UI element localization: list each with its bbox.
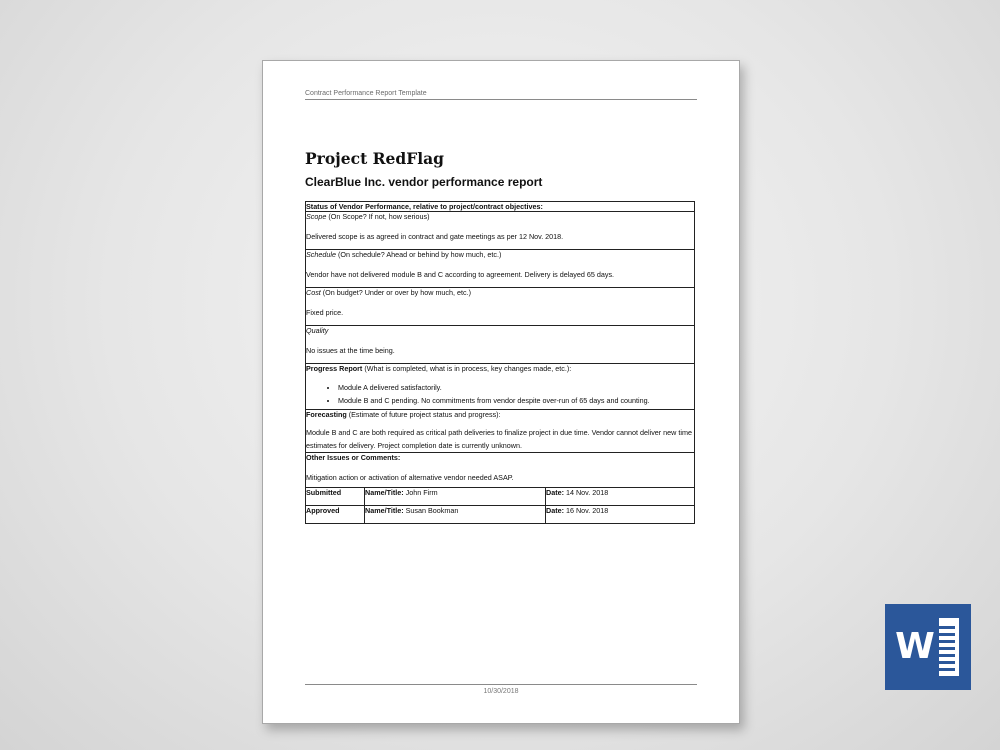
forecasting-row [306,410,695,453]
submitted-name: Name/Title: John Firm [365,488,438,497]
progress-label: Progress Report (What is completed, what is in process, key changes made, etc.): [306,364,572,373]
cost-value: Fixed price. [306,308,344,317]
other-value: Mitigation action or activation of alternative vendor needed ASAP. [306,473,514,482]
scope-value: Delivered scope is as agreed in contract and gate meetings as per 12 Nov. 2018. [306,232,564,241]
other-row [306,453,695,488]
page-title: Project RedFlag [305,149,444,168]
forecasting-value: Module B and C are both required as critical path deliveries to finalize project in due time. Vendor cannot deliver new time estimates for delivery. Project completion date is currently unknown. [306,428,692,450]
page-subtitle: ClearBlue Inc. vendor performance report [305,175,543,189]
footer-divider [305,684,697,685]
scope-label: Scope (On Scope? If not, how serious) [306,212,430,221]
cost-label: Cost (On budget? Under or over by how much, etc.) [306,288,471,297]
submitted-date: Date: 14 Nov. 2018 [546,488,609,497]
page-header: Contract Performance Report Template [305,90,697,100]
list-item: • Module A delivered satisfactorily. [338,383,694,392]
schedule-row [306,250,695,288]
quality-value: No issues at the time being. [306,346,395,355]
schedule-label: Schedule (On schedule? Ahead or behind by how much, etc.) [306,250,502,259]
submitted-row [306,488,695,506]
status-heading: Status of Vendor Performance, relative to project/contract objectives: [306,202,543,211]
scope-row [306,212,695,250]
progress-row [306,364,695,410]
approved-name: Name/Title: Susan Bookman [365,506,459,515]
word-icon [885,604,971,690]
submitted-label: Submitted [306,488,342,497]
document-page [262,60,740,724]
approved-label: Approved [306,506,340,515]
other-label: Other Issues or Comments: [306,453,401,462]
list-item: • Module B and C pending. No commitments from vendor despite over-run of 65 days and counting. [338,396,694,405]
approved-row [306,506,695,524]
approved-date: Date: 16 Nov. 2018 [546,506,609,515]
page-footer-date: 10/30/2018 [483,688,519,695]
schedule-value: Vendor have not delivered module B and C according to agreement. Delivery is delayed 65 days. [306,270,615,279]
cost-row [306,288,695,326]
word-letter: W [891,618,939,676]
quality-row [306,326,695,364]
status-heading-row [306,202,695,212]
quality-label: Quality [306,326,329,335]
progress-list [306,383,694,405]
report-table [305,201,695,524]
forecasting-label: Forecasting (Estimate of future project status and progress): [306,410,501,419]
